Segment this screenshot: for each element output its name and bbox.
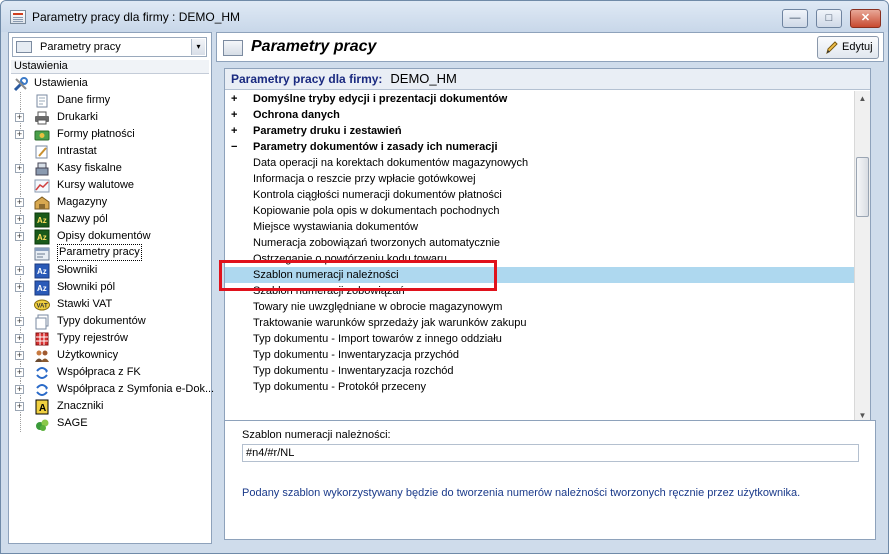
payment-icon — [34, 127, 50, 142]
tree-item[interactable] — [9, 381, 215, 398]
parameter-label: Typ dokumentu - Import towarów z innego oddziału — [253, 333, 502, 345]
expand-toggle[interactable]: + — [16, 350, 23, 360]
tree-header: Ustawienia — [11, 60, 209, 74]
app-icon — [10, 10, 26, 24]
tree-item-label: Stawki VAT — [57, 298, 113, 310]
parameter-label: Parametry druku i zestawień — [253, 125, 402, 137]
tree-item-label: Parametry pracy — [57, 244, 142, 261]
expand-toggle[interactable]: + — [16, 316, 23, 326]
az-icon — [34, 212, 50, 227]
tree-item-label: Formy płatności — [57, 128, 135, 140]
tree-item-label: Użytkownicy — [57, 349, 119, 361]
tree-item[interactable] — [9, 262, 211, 279]
parameter-label: Miejsce wystawiania dokumentów — [253, 221, 419, 233]
edit-button-label: Edytuj — [842, 41, 873, 53]
tree-item[interactable] — [9, 296, 211, 313]
parameters-panel — [224, 68, 871, 424]
tree-line — [20, 92, 21, 109]
parameter-label: Towary nie uwzględniane w obrocie magazynowym — [253, 301, 503, 313]
svg-text:Az: Az — [37, 267, 47, 276]
group-toggle[interactable]: + — [231, 125, 238, 137]
group-toggle[interactable]: + — [231, 93, 238, 105]
tree-item[interactable] — [9, 177, 211, 194]
section-selector[interactable] — [12, 37, 207, 57]
dictionary-icon — [34, 280, 50, 295]
section-selector-value: Parametry pracy — [40, 41, 121, 53]
edit-button[interactable] — [817, 36, 879, 59]
sync-icon — [34, 382, 50, 397]
tree-item[interactable] — [9, 211, 211, 228]
tree-item-label: Znaczniki — [57, 400, 104, 412]
minimize-button[interactable]: — — [782, 9, 808, 28]
expand-toggle[interactable]: + — [16, 163, 23, 173]
parameter-item[interactable] — [225, 331, 855, 347]
expand-toggle[interactable]: + — [16, 401, 23, 411]
tree-item[interactable] — [9, 245, 211, 262]
annotation-highlight-box — [219, 260, 497, 291]
expand-toggle[interactable]: + — [16, 197, 23, 207]
pencil-doc-icon — [34, 144, 50, 159]
chart-icon — [34, 178, 50, 193]
tree-item[interactable] — [9, 330, 211, 347]
parameter-item[interactable] — [225, 203, 855, 219]
tree-item[interactable] — [9, 109, 211, 126]
parameter-label: Typ dokumentu - Protokół przeceny — [253, 381, 427, 393]
scroll-up-arrow[interactable]: ▲ — [858, 94, 867, 103]
parameters-panel-title — [225, 69, 870, 90]
expand-toggle[interactable]: + — [16, 214, 23, 224]
maximize-button[interactable]: □ — [816, 9, 842, 28]
content-header — [216, 32, 884, 62]
parameter-label: Kopiowanie pola opis w dokumentach pochodnych — [253, 205, 500, 217]
settings-window-icon — [34, 246, 50, 261]
parameter-label: Typ dokumentu - Inwentaryzacja przychód — [253, 349, 460, 361]
tree-item-label: Kasy fiskalne — [57, 162, 122, 174]
parameter-label: Domyślne tryby edycji i prezentacji dokumentów — [253, 93, 508, 105]
tree-item-label: SAGE — [57, 417, 88, 429]
left-panel — [8, 32, 215, 544]
parameter-label: Traktowanie warunków sprzedaży jak warunków zakupu — [253, 317, 527, 329]
documents-icon — [34, 314, 50, 329]
tree-item-label: Ustawienia — [34, 77, 88, 89]
tree-item[interactable] — [9, 415, 211, 432]
tree-item-label: Współpraca z Symfonia e-Dok... — [57, 383, 215, 395]
parameter-group[interactable] — [225, 91, 855, 107]
tree-item-label: Dane firmy — [57, 94, 111, 106]
title-bar[interactable] — [1, 1, 888, 32]
tree-item-label: Słowniki — [57, 264, 98, 276]
pencil-icon — [825, 40, 839, 55]
detail-description: Podany szablon wykorzystywany będzie do tworzenia numerów należności tworzonych ręcznie przez użytkownika. — [242, 487, 801, 499]
parameter-item[interactable] — [225, 363, 855, 379]
parameter-label: Numeracja zobowiązań tworzonych automatycznie — [253, 237, 501, 249]
parameter-item[interactable] — [225, 315, 855, 331]
parameter-group[interactable] — [225, 107, 855, 123]
tree-line — [20, 143, 21, 160]
parameter-item[interactable] — [225, 219, 855, 235]
tree-item-label: Opisy dokumentów — [57, 230, 151, 242]
expand-toggle[interactable]: + — [16, 282, 23, 292]
company-name: DEMO_HM — [390, 71, 457, 86]
parameter-label: Parametry dokumentów i zasady ich numeracji — [253, 141, 498, 153]
document-icon — [34, 93, 50, 108]
tree-item[interactable] — [9, 126, 211, 143]
marker-icon — [34, 399, 50, 414]
parameter-label: Kontrola ciągłości numeracji dokumentów płatności — [253, 189, 502, 201]
parameter-label: Szablon numeracji zobowiązań — [253, 285, 405, 297]
tree-item-label: Drukarki — [57, 111, 98, 123]
tree-item[interactable] — [9, 364, 211, 381]
tree-item[interactable] — [9, 279, 211, 296]
sync-icon — [34, 365, 50, 380]
panel-title-label: Parametry pracy dla firmy: — [231, 72, 383, 86]
parameter-item[interactable] — [225, 347, 855, 363]
parameter-group[interactable] — [225, 139, 855, 155]
users-icon — [34, 348, 50, 363]
register-icon — [34, 331, 50, 346]
cash-register-icon — [34, 161, 50, 176]
expand-toggle[interactable]: + — [16, 129, 23, 139]
parameter-label: Typ dokumentu - Inwentaryzacja rozchód — [253, 365, 454, 377]
template-input[interactable]: #n4/#r/NL — [242, 444, 859, 462]
parameter-label: Ostrzeganie o powtórzeniu kodu towaru — [253, 253, 447, 265]
vat-icon — [34, 297, 50, 312]
tree-item-label: Typy dokumentów — [57, 315, 146, 327]
tree-line — [20, 245, 21, 262]
detail-label: Szablon numeracji należności: — [242, 429, 391, 441]
parameter-label: Ochrona danych — [253, 109, 340, 121]
svg-text:Az: Az — [37, 284, 47, 293]
expand-toggle[interactable]: + — [16, 367, 23, 377]
parameter-label: Szablon numeracji należności — [253, 269, 399, 281]
expand-toggle[interactable]: + — [16, 384, 23, 394]
scroll-down-arrow[interactable]: ▼ — [858, 411, 867, 420]
tree-item[interactable] — [9, 143, 211, 160]
settings-window-icon — [223, 40, 243, 56]
dictionary-icon — [34, 263, 50, 278]
tree-item[interactable] — [9, 92, 211, 109]
tree-item[interactable] — [9, 194, 211, 211]
settings-window-icon — [16, 41, 32, 53]
tools-icon — [13, 76, 29, 91]
parameter-label: Informacja o reszcie przy wpłacie gotówkowej — [253, 173, 476, 185]
svg-text:Az: Az — [37, 216, 47, 225]
tree-line — [20, 296, 21, 313]
tree-item[interactable] — [9, 347, 211, 364]
tree-item[interactable] — [9, 398, 211, 415]
expand-toggle[interactable]: + — [16, 265, 23, 275]
group-toggle[interactable]: + — [231, 109, 238, 121]
tree-item-label: Kursy walutowe — [57, 179, 135, 191]
sage-icon — [34, 416, 50, 431]
svg-text:A: A — [39, 403, 47, 414]
detail-panel — [224, 420, 876, 540]
parameter-item[interactable] — [225, 379, 855, 395]
parameter-item[interactable] — [225, 235, 855, 251]
tree-item[interactable] — [9, 228, 211, 245]
parameter-item[interactable] — [225, 187, 855, 203]
expand-toggle[interactable]: + — [16, 112, 23, 122]
parameter-label: Data operacji na korektach dokumentów magazynowych — [253, 157, 529, 169]
tree-item-label: Typy rejestrów — [57, 332, 128, 344]
group-toggle[interactable]: − — [231, 141, 238, 153]
az-icon — [34, 229, 50, 244]
tree-item-label: Słowniki pól — [57, 281, 116, 293]
warehouse-icon — [34, 195, 50, 210]
expand-toggle[interactable]: + — [16, 333, 23, 343]
svg-text:Az: Az — [37, 233, 47, 242]
window-title: Parametry pracy dla firmy : DEMO_HM — [32, 10, 241, 24]
tree-line — [20, 415, 21, 432]
printer-icon — [34, 110, 50, 125]
tree-item[interactable] — [9, 313, 211, 330]
parameter-item[interactable] — [225, 299, 855, 315]
parameter-group[interactable] — [225, 123, 855, 139]
close-button[interactable]: ✕ — [850, 9, 881, 28]
expand-toggle[interactable]: + — [16, 231, 23, 241]
chevron-down-icon[interactable]: ▾ — [191, 39, 205, 55]
page-title: Parametry pracy — [251, 38, 377, 55]
parameter-item[interactable] — [225, 171, 855, 187]
tree-item[interactable] — [9, 75, 211, 92]
tree-item-label: Magazyny — [57, 196, 108, 208]
vertical-scrollbar[interactable] — [854, 91, 870, 423]
tree-item-label: Intrastat — [57, 145, 97, 157]
tree-item-label: Nazwy pól — [57, 213, 108, 225]
tree-item-label: Współpraca z FK — [57, 366, 141, 378]
parameter-item[interactable] — [225, 155, 855, 171]
tree-line — [20, 177, 21, 194]
tree-item[interactable] — [9, 160, 211, 177]
scroll-thumb[interactable] — [856, 157, 869, 217]
svg-text:VAT: VAT — [36, 303, 48, 310]
